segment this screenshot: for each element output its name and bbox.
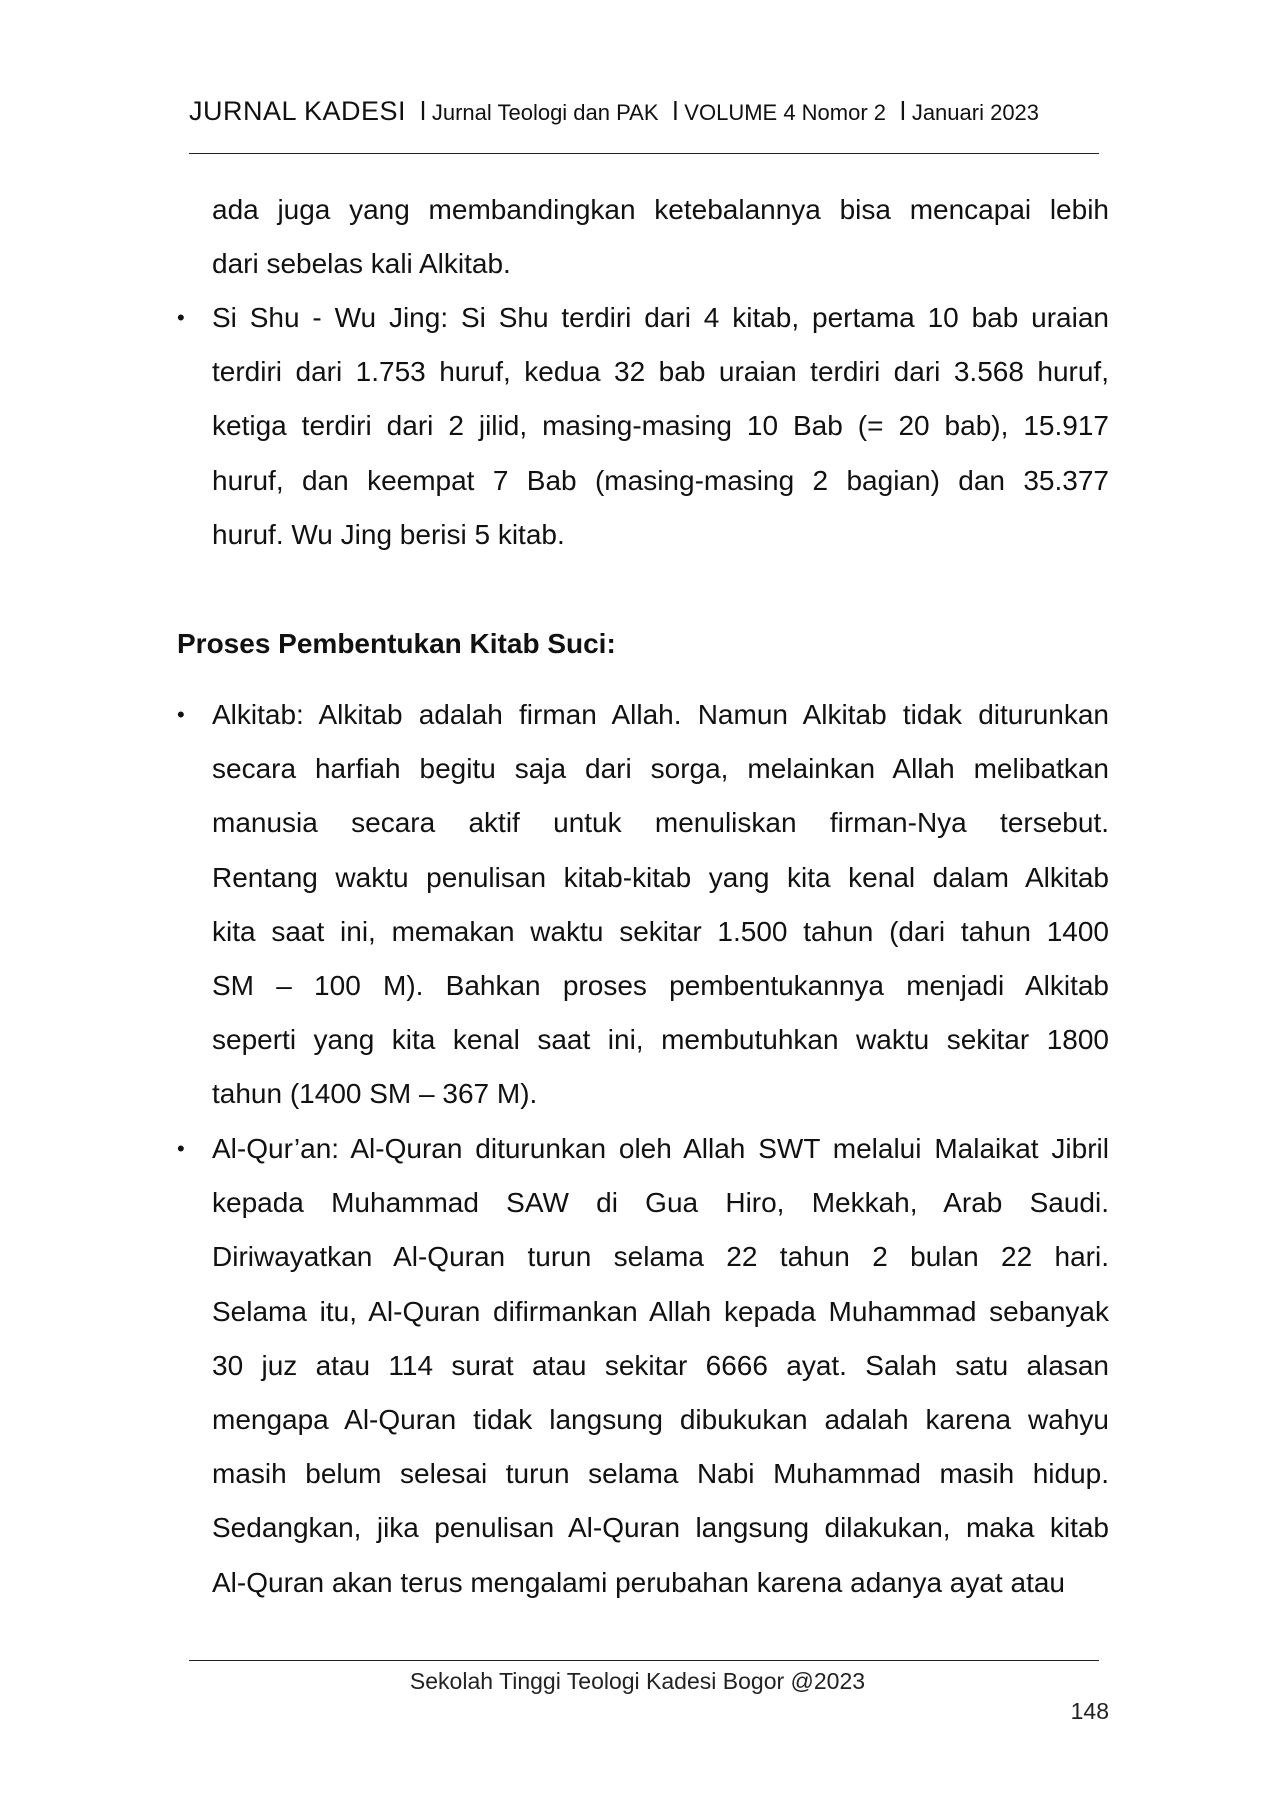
quran-bullet-line: kepada Muhammad SAW di Gua Hiro, Mekkah, Arab Saudi.: [212, 1187, 1109, 1219]
sishu-bullet-line: huruf. Wu Jing berisi 5 kitab.: [212, 518, 565, 550]
alkitab-bullet-line: tahun (1400 SM – 367 M).: [212, 1078, 538, 1110]
section-heading: Proses Pembentukan Kitab Suci:: [177, 628, 616, 659]
header-separator: l: [420, 96, 426, 126]
journal-subtitle: Jurnal Teologi dan PAK: [431, 100, 659, 125]
sishu-bullet-line: Si Shu - Wu Jing: Si Shu terdiri dari 4 kitab, pertama 10 bab uraian: [212, 302, 1109, 333]
alkitab-bullet-line: seperti yang kita kenal saat ini, membutuhkan waktu sekitar 1800: [212, 1024, 1109, 1056]
alkitab-bullet-line: secara harfiah begitu saja dari sorga, melainkan Allah melibatkan: [212, 753, 1109, 785]
journal-name: JURNAL KADESI: [189, 96, 407, 126]
journal-volume: VOLUME 4 Nomor 2: [684, 100, 887, 125]
continuation-line: dari sebelas kali Alkitab.: [212, 248, 511, 280]
sishu-bullet-line: huruf, dan keempat 7 Bab (masing-masing 2 bagian) dan 35.377: [212, 464, 1109, 496]
bullet-icon: •: [177, 305, 185, 330]
header-separator: l: [672, 96, 679, 126]
sishu-bullet-line: terdiri dari 1.753 huruf, kedua 32 bab uraian terdiri dari 3.568 huruf,: [212, 356, 1109, 388]
quran-bullet-line: Sedangkan, jika penulisan Al-Quran langsung dilakukan, maka kitab: [212, 1512, 1109, 1544]
alkitab-bullet-line: Alkitab: Alkitab adalah firman Allah. Namun Alkitab tidak diturunkan: [212, 699, 1109, 730]
continuation-line: ada juga yang membandingkan ketebalannya bisa mencapai lebih: [212, 194, 1109, 225]
quran-bullet-line: Al-Quran akan terus mengalami perubahan karena adanya ayat atau: [212, 1566, 1065, 1598]
alkitab-bullet-line: manusia secara aktif untuk menuliskan firman-Nya tersebut.: [212, 807, 1109, 839]
quran-bullet-line: Selama itu, Al-Quran difirmankan Allah kepada Muhammad sebanyak: [212, 1295, 1109, 1327]
alkitab-bullet-line: SM – 100 M). Bahkan proses pembentukannya menjadi Alkitab: [212, 970, 1109, 1001]
quran-bullet-line: Al-Qur’an: Al-Quran diturunkan oleh Allah SWT melalui Malaikat Jibril: [212, 1133, 1109, 1164]
footer-rule: [189, 1660, 1099, 1661]
journal-date: Januari 2023: [911, 100, 1040, 125]
footer-institution: Sekolah Tinggi Teologi Kadesi Bogor @2023: [409, 1668, 866, 1694]
alkitab-bullet-line: kita saat ini, memakan waktu sekitar 1.500 tahun (dari tahun 1400: [212, 915, 1109, 947]
bullet-icon: •: [177, 1136, 185, 1161]
header-separator: l: [900, 96, 906, 126]
sishu-bullet-line: ketiga terdiri dari 2 jilid, masing-masing 10 Bab (= 20 bab), 15.917: [212, 410, 1109, 442]
quran-bullet-line: Diriwayatkan Al-Quran turun selama 22 tahun 2 bulan 22 hari.: [212, 1241, 1109, 1273]
quran-bullet-line: 30 juz atau 114 surat atau sekitar 6666 ayat. Salah satu alasan: [212, 1349, 1109, 1381]
running-header: [189, 96, 1039, 127]
header-rule: [189, 153, 1099, 154]
bullet-icon: •: [177, 702, 185, 727]
quran-bullet-line: mengapa Al-Quran tidak langsung dibukukan adalah karena wahyu: [212, 1404, 1109, 1435]
alkitab-bullet-line: Rentang waktu penulisan kitab-kitab yang kita kenal dalam Alkitab: [212, 861, 1109, 893]
quran-bullet-line: masih belum selesai turun selama Nabi Muhammad masih hidup.: [212, 1458, 1109, 1490]
page-number: 148: [1070, 1698, 1109, 1724]
